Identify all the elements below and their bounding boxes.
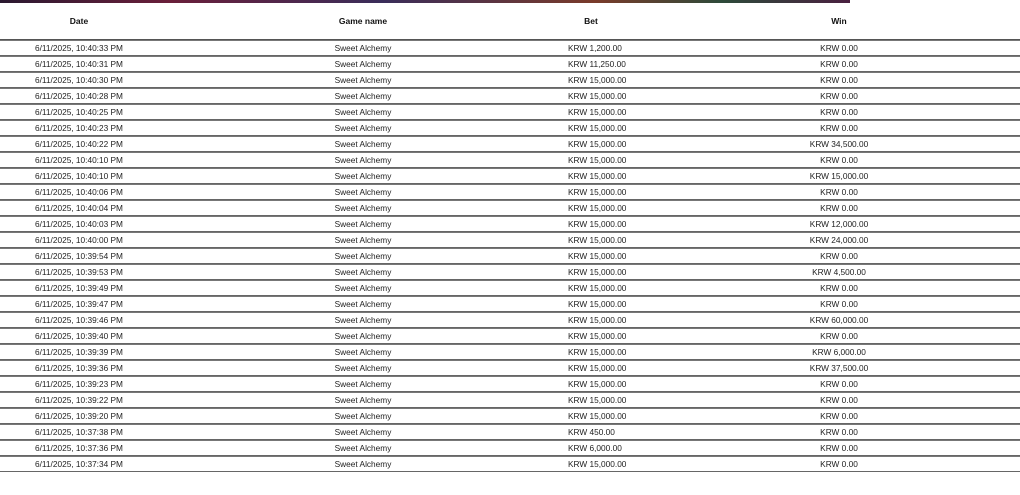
row-date-cell: 6/11/2025, 10:39:53 PM xyxy=(0,264,158,280)
win-value: KRW 12,000.00 xyxy=(809,218,869,229)
row-game-cell: Sweet Alchemy xyxy=(158,136,568,152)
row-game-cell: Sweet Alchemy xyxy=(158,408,568,424)
table-row[interactable] xyxy=(0,296,1020,312)
row-bet-cell: KRW 15,000.00 xyxy=(568,216,614,232)
row-bet-cell: KRW 15,000.00 xyxy=(568,168,614,184)
row-game-cell: Sweet Alchemy xyxy=(158,360,568,376)
row-win-cell xyxy=(614,408,1020,424)
row-bet-cell: KRW 15,000.00 xyxy=(568,72,614,88)
win-value: KRW 0.00 xyxy=(820,122,858,133)
win-value: KRW 0.00 xyxy=(820,106,858,117)
table-row[interactable] xyxy=(0,72,1020,88)
row-date-cell: 6/11/2025, 10:39:23 PM xyxy=(0,376,158,392)
win-value: KRW 4,500.00 xyxy=(812,266,866,277)
row-bet-cell: KRW 15,000.00 xyxy=(568,184,614,200)
table-row[interactable] xyxy=(0,376,1020,392)
win-value: KRW 0.00 xyxy=(820,186,858,197)
table-row[interactable] xyxy=(0,56,1020,72)
table-row[interactable] xyxy=(0,392,1020,408)
row-date-cell: 6/11/2025, 10:40:28 PM xyxy=(0,88,158,104)
win-value: KRW 0.00 xyxy=(820,42,858,53)
table-row[interactable] xyxy=(0,232,1020,248)
row-bet-cell: KRW 15,000.00 xyxy=(568,312,614,328)
row-date-cell: 6/11/2025, 10:40:31 PM xyxy=(0,56,158,72)
row-date-cell: 6/11/2025, 10:40:06 PM xyxy=(0,184,158,200)
win-value: KRW 0.00 xyxy=(820,74,858,85)
row-bet-cell: KRW 450.00 xyxy=(568,424,614,440)
table-body xyxy=(0,40,1020,472)
row-bet-cell: KRW 15,000.00 xyxy=(568,376,614,392)
table-row[interactable] xyxy=(0,104,1020,120)
table-row[interactable] xyxy=(0,264,1020,280)
row-date-cell: 6/11/2025, 10:39:54 PM xyxy=(0,248,158,264)
history-table-container xyxy=(0,3,900,472)
row-win-cell xyxy=(614,392,1020,408)
row-win-cell xyxy=(614,456,1020,472)
table-row[interactable] xyxy=(0,312,1020,328)
row-game-cell: Sweet Alchemy xyxy=(158,104,568,120)
row-game-cell: Sweet Alchemy xyxy=(158,40,568,56)
row-date-cell: 6/11/2025, 10:37:34 PM xyxy=(0,456,158,472)
win-value: KRW 60,000.00 xyxy=(809,314,869,325)
row-win-cell xyxy=(614,248,1020,264)
win-value: KRW 34,500.00 xyxy=(809,138,869,149)
row-game-cell: Sweet Alchemy xyxy=(158,248,568,264)
table-row[interactable] xyxy=(0,344,1020,360)
column-header-win[interactable] xyxy=(614,3,1020,40)
row-game-cell: Sweet Alchemy xyxy=(158,280,568,296)
row-win-cell xyxy=(614,328,1020,344)
row-date-cell: 6/11/2025, 10:39:20 PM xyxy=(0,408,158,424)
row-game-cell: Sweet Alchemy xyxy=(158,440,568,456)
row-win-cell xyxy=(614,376,1020,392)
row-date-cell: 6/11/2025, 10:40:00 PM xyxy=(0,232,158,248)
row-game-cell: Sweet Alchemy xyxy=(158,152,568,168)
row-date-cell: 6/11/2025, 10:40:30 PM xyxy=(0,72,158,88)
table-header xyxy=(0,3,1020,40)
row-game-cell: Sweet Alchemy xyxy=(158,328,568,344)
row-win-cell xyxy=(614,56,1020,72)
row-win-cell xyxy=(614,264,1020,280)
win-value: KRW 0.00 xyxy=(820,282,858,293)
row-bet-cell: KRW 15,000.00 xyxy=(568,104,614,120)
win-value: KRW 0.00 xyxy=(820,250,858,261)
bet-history-table xyxy=(0,3,1020,472)
row-game-cell: Sweet Alchemy xyxy=(158,200,568,216)
table-row[interactable] xyxy=(0,408,1020,424)
row-date-cell: 6/11/2025, 10:39:36 PM xyxy=(0,360,158,376)
row-bet-cell: KRW 15,000.00 xyxy=(568,392,614,408)
win-value: KRW 0.00 xyxy=(820,90,858,101)
table-row[interactable] xyxy=(0,328,1020,344)
row-bet-cell: KRW 6,000.00 xyxy=(568,440,614,456)
row-game-cell: Sweet Alchemy xyxy=(158,120,568,136)
row-bet-cell: KRW 15,000.00 xyxy=(568,232,614,248)
row-date-cell: 6/11/2025, 10:39:49 PM xyxy=(0,280,158,296)
row-bet-cell: KRW 15,000.00 xyxy=(568,120,614,136)
table-row[interactable] xyxy=(0,456,1020,472)
row-date-cell: 6/11/2025, 10:40:03 PM xyxy=(0,216,158,232)
row-win-cell xyxy=(614,424,1020,440)
win-value: KRW 0.00 xyxy=(820,298,858,309)
win-value: KRW 0.00 xyxy=(820,426,858,437)
win-value: KRW 0.00 xyxy=(820,330,858,341)
row-bet-cell: KRW 15,000.00 xyxy=(568,88,614,104)
table-row[interactable] xyxy=(0,120,1020,136)
header-row xyxy=(0,3,1020,40)
row-game-cell: Sweet Alchemy xyxy=(158,376,568,392)
win-value: KRW 6,000.00 xyxy=(812,346,866,357)
row-bet-cell: KRW 15,000.00 xyxy=(568,360,614,376)
row-bet-cell: KRW 15,000.00 xyxy=(568,408,614,424)
column-header-game-name[interactable]: Game name xyxy=(158,3,568,40)
row-game-cell: Sweet Alchemy xyxy=(158,456,568,472)
row-date-cell: 6/11/2025, 10:39:46 PM xyxy=(0,312,158,328)
row-date-cell: 6/11/2025, 10:39:47 PM xyxy=(0,296,158,312)
row-win-cell xyxy=(614,296,1020,312)
win-value: KRW 0.00 xyxy=(820,202,858,213)
table-row[interactable] xyxy=(0,360,1020,376)
row-game-cell: Sweet Alchemy xyxy=(158,216,568,232)
row-win-cell xyxy=(614,360,1020,376)
table-row[interactable] xyxy=(0,280,1020,296)
row-win-cell xyxy=(614,152,1020,168)
row-bet-cell: KRW 15,000.00 xyxy=(568,344,614,360)
row-win-cell xyxy=(614,88,1020,104)
row-win-cell xyxy=(614,184,1020,200)
row-bet-cell: KRW 1,200.00 xyxy=(568,40,614,56)
table-row[interactable] xyxy=(0,184,1020,200)
row-bet-cell: KRW 15,000.00 xyxy=(568,152,614,168)
row-game-cell: Sweet Alchemy xyxy=(158,88,568,104)
row-win-cell xyxy=(614,216,1020,232)
win-value: KRW 0.00 xyxy=(820,410,858,421)
row-date-cell: 6/11/2025, 10:40:33 PM xyxy=(0,40,158,56)
row-win-cell xyxy=(614,168,1020,184)
row-win-cell xyxy=(614,40,1020,56)
row-game-cell: Sweet Alchemy xyxy=(158,168,568,184)
row-bet-cell: KRW 15,000.00 xyxy=(568,200,614,216)
row-bet-cell: KRW 15,000.00 xyxy=(568,328,614,344)
row-win-cell xyxy=(614,72,1020,88)
win-value: KRW 0.00 xyxy=(820,154,858,165)
table-row[interactable] xyxy=(0,40,1020,56)
row-game-cell: Sweet Alchemy xyxy=(158,312,568,328)
row-win-cell xyxy=(614,440,1020,456)
row-game-cell: Sweet Alchemy xyxy=(158,232,568,248)
row-bet-cell: KRW 15,000.00 xyxy=(568,136,614,152)
row-date-cell: 6/11/2025, 10:40:23 PM xyxy=(0,120,158,136)
row-game-cell: Sweet Alchemy xyxy=(158,392,568,408)
row-date-cell: 6/11/2025, 10:40:10 PM xyxy=(0,152,158,168)
table-row[interactable] xyxy=(0,168,1020,184)
win-value: KRW 0.00 xyxy=(820,378,858,389)
table-row[interactable] xyxy=(0,88,1020,104)
row-date-cell: 6/11/2025, 10:40:22 PM xyxy=(0,136,158,152)
column-header-bet[interactable]: Bet xyxy=(568,3,614,40)
row-win-cell xyxy=(614,104,1020,120)
row-win-cell xyxy=(614,280,1020,296)
row-bet-cell: KRW 15,000.00 xyxy=(568,264,614,280)
row-bet-cell: KRW 11,250.00 xyxy=(568,56,614,72)
row-game-cell: Sweet Alchemy xyxy=(158,344,568,360)
win-value: KRW 15,000.00 xyxy=(809,170,869,181)
row-win-cell xyxy=(614,120,1020,136)
row-game-cell: Sweet Alchemy xyxy=(158,296,568,312)
win-value: KRW 0.00 xyxy=(820,458,858,469)
table-row[interactable] xyxy=(0,200,1020,216)
row-game-cell: Sweet Alchemy xyxy=(158,72,568,88)
row-bet-cell: KRW 15,000.00 xyxy=(568,280,614,296)
table-row[interactable] xyxy=(0,136,1020,152)
row-date-cell: 6/11/2025, 10:37:36 PM xyxy=(0,440,158,456)
row-game-cell: Sweet Alchemy xyxy=(158,56,568,72)
row-bet-cell: KRW 15,000.00 xyxy=(568,248,614,264)
row-win-cell xyxy=(614,312,1020,328)
win-value: KRW 0.00 xyxy=(820,394,858,405)
row-date-cell: 6/11/2025, 10:40:04 PM xyxy=(0,200,158,216)
table-row[interactable] xyxy=(0,216,1020,232)
win-value: KRW 24,000.00 xyxy=(809,234,869,245)
win-header-label: Win xyxy=(831,16,847,26)
row-bet-cell: KRW 15,000.00 xyxy=(568,296,614,312)
row-date-cell: 6/11/2025, 10:40:10 PM xyxy=(0,168,158,184)
table-row[interactable] xyxy=(0,440,1020,456)
row-date-cell: 6/11/2025, 10:39:39 PM xyxy=(0,344,158,360)
column-header-date[interactable]: Date xyxy=(0,3,158,40)
win-value: KRW 37,500.00 xyxy=(809,362,869,373)
row-date-cell: 6/11/2025, 10:37:38 PM xyxy=(0,424,158,440)
row-win-cell xyxy=(614,200,1020,216)
row-date-cell: 6/11/2025, 10:39:40 PM xyxy=(0,328,158,344)
win-value: KRW 0.00 xyxy=(820,442,858,453)
row-date-cell: 6/11/2025, 10:40:25 PM xyxy=(0,104,158,120)
table-row[interactable] xyxy=(0,248,1020,264)
row-win-cell xyxy=(614,232,1020,248)
row-game-cell: Sweet Alchemy xyxy=(158,184,568,200)
row-win-cell xyxy=(614,344,1020,360)
table-row[interactable] xyxy=(0,152,1020,168)
row-bet-cell: KRW 15,000.00 xyxy=(568,456,614,472)
row-game-cell: Sweet Alchemy xyxy=(158,424,568,440)
row-date-cell: 6/11/2025, 10:39:22 PM xyxy=(0,392,158,408)
win-value: KRW 0.00 xyxy=(820,58,858,69)
row-win-cell xyxy=(614,136,1020,152)
row-game-cell: Sweet Alchemy xyxy=(158,264,568,280)
table-row[interactable] xyxy=(0,424,1020,440)
